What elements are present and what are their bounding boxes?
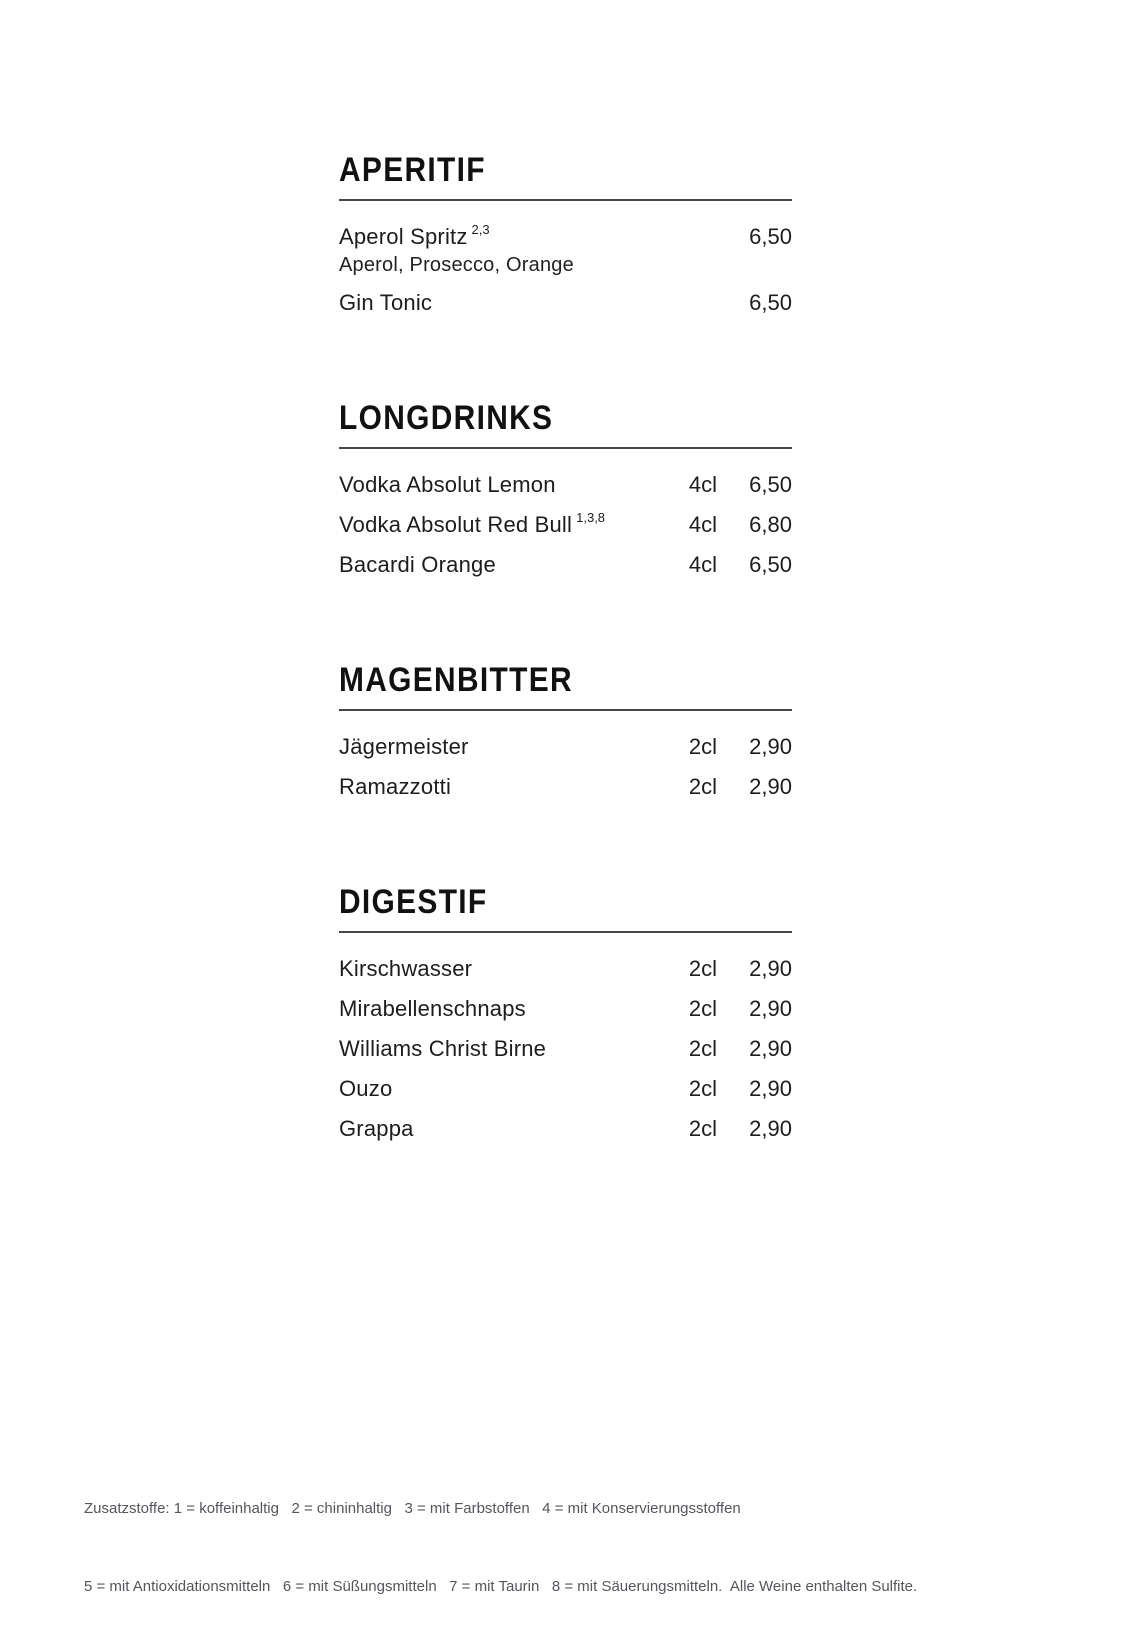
menu-item-row [339, 1069, 792, 1109]
item-name: Vodka Absolut Lemon [339, 472, 556, 497]
menu-sections [339, 150, 792, 1224]
item-price: 2,90 [749, 996, 792, 1021]
item-name: Bacardi Orange [339, 552, 496, 577]
item-name: Jägermeister [339, 734, 469, 759]
menu-section [339, 660, 792, 807]
item-size: 2cl [688, 996, 717, 1021]
menu-item-row [339, 989, 792, 1029]
item-price: 6,50 [749, 290, 792, 315]
menu-section [339, 882, 792, 1149]
menu-item [339, 949, 792, 989]
menu-item-row [339, 505, 792, 545]
menu-section [339, 150, 792, 323]
item-price: 2,90 [749, 1076, 792, 1101]
section-title: APERITIF [339, 151, 486, 189]
section-items [339, 711, 792, 807]
menu-item [339, 727, 792, 767]
item-superscript: 2,3 [471, 222, 490, 237]
item-price: 2,90 [749, 956, 792, 981]
footer-legend [84, 1444, 917, 1652]
item-size: 2cl [688, 774, 717, 799]
menu-item [339, 217, 792, 283]
footer-legend-line1: Zusatzstoffe: 1 = koffeinhaltig 2 = chininhaltig 3 = mit Farbstoffen 4 = mit Konservierungsstoffen [84, 1500, 741, 1517]
menu-item [339, 545, 792, 585]
menu-section [339, 398, 792, 585]
item-size: 2cl [688, 1076, 717, 1101]
item-superscript: 1,3,8 [576, 510, 606, 525]
section-items [339, 933, 792, 1149]
item-size: 4cl [688, 512, 717, 537]
menu-item-row [339, 1109, 792, 1149]
item-name: Kirschwasser [339, 956, 473, 981]
section-items [339, 201, 792, 323]
menu-item [339, 465, 792, 505]
item-price: 6,50 [749, 472, 792, 497]
item-price: 2,90 [749, 1116, 792, 1141]
item-size: 4cl [688, 552, 717, 577]
item-size: 4cl [688, 472, 717, 497]
section-title: MAGENBITTER [339, 661, 573, 699]
item-price: 2,90 [749, 774, 792, 799]
item-name: Williams Christ Birne [339, 1036, 547, 1061]
menu-item-row [339, 949, 792, 989]
item-size: 2cl [688, 1036, 717, 1061]
item-price: 6,80 [749, 512, 792, 537]
item-size: 2cl [688, 956, 717, 981]
section-title: LONGDRINKS [339, 399, 554, 437]
item-price: 2,90 [749, 734, 792, 759]
item-name: Ouzo [339, 1076, 393, 1101]
item-name: Vodka Absolut Red Bull [339, 512, 573, 537]
menu-item-row [339, 465, 792, 505]
item-size: 2cl [688, 1116, 717, 1141]
footer-legend-line2: 5 = mit Antioxidationsmitteln 6 = mit Süßungsmitteln 7 = mit Taurin 8 = mit Säuerungsmitteln. Alle Weine enthalten Sulfite. [84, 1578, 918, 1595]
item-name: Aperol Spritz [339, 224, 468, 249]
menu-item-row [339, 545, 792, 585]
menu-item-row [339, 1029, 792, 1069]
menu-item [339, 767, 792, 807]
menu-item [339, 1029, 792, 1069]
menu-item [339, 505, 792, 545]
section-title: DIGESTIF [339, 883, 488, 921]
menu-item-row [339, 283, 792, 323]
item-name: Mirabellenschnaps [339, 996, 526, 1021]
item-price: 6,50 [749, 224, 792, 249]
section-items [339, 449, 792, 585]
menu-item [339, 283, 792, 323]
item-size: 2cl [688, 734, 717, 759]
item-name: Ramazzotti [339, 774, 452, 799]
menu-item [339, 1069, 792, 1109]
item-price: 6,50 [749, 552, 792, 577]
item-price: 2,90 [749, 1036, 792, 1061]
item-description: Aperol, Prosecco, Orange [339, 254, 574, 276]
menu-item-row [339, 767, 792, 807]
menu-item [339, 989, 792, 1029]
item-name: Gin Tonic [339, 290, 433, 315]
menu-item [339, 1109, 792, 1149]
item-name: Grappa [339, 1116, 414, 1141]
menu-item-row [339, 727, 792, 767]
